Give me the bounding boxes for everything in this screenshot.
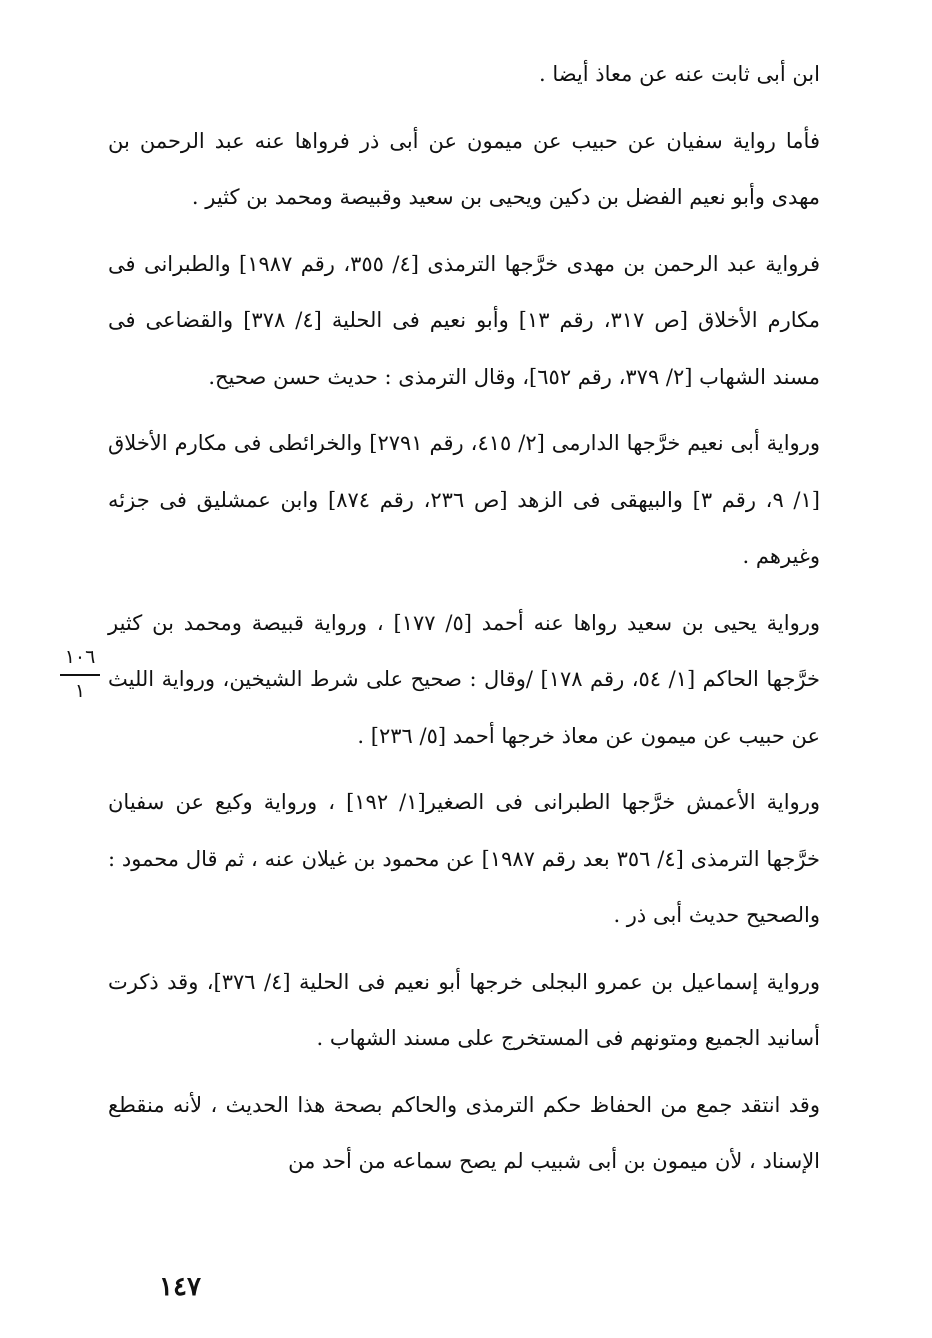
paragraph: ابن أبى ثابت عنه عن معاذ أيضا .	[538, 62, 820, 86]
manuscript-folio-marker	[58, 646, 102, 702]
paragraph: فأما رواية سفيان عن حبيب عن ميمون عن أبى ذر فرواها عنه عبد الرحمن بن مهدى وأبو نعيم الفضل بن دكين ويحيى بن سعيد وقبيصة ومحمد بن كثير .	[108, 128, 820, 209]
paragraph: وقد انتقد جمع من الحفاظ حكم الترمذى والحاكم بصحة هذا الحديث ، لأنه منقطع الإسناد ، لأن ميمون بن أبى شبيب لم يصح سماعه من أحد من	[108, 1092, 820, 1173]
page-number: ١٤٧	[159, 1272, 201, 1302]
paragraph: ورواية يحيى بن سعيد رواها عنه أحمد [٥/ ١٧٧] ، ورواية قبيصة ومحمد بن كثير خرَّجها الحاكم [١/ ٥٤، رقم ١٧٨] /وقال : صحيح على شرط الشيخين، ورواية الليث عن حبيب عن ميمون عن معاذ خرجها أحمد [٥/ ٢٣٦] .	[108, 610, 821, 748]
folio-number: ١٠٦	[64, 646, 96, 668]
folio-side: ١	[74, 680, 86, 702]
paragraph: ورواية إسماعيل بن عمرو البجلى خرجها أبو نعيم فى الحلية [٤/ ٣٧٦]، وقد ذكرت أسانيد الجميع ومتونهم فى المستخرج على مسند الشهاب .	[108, 969, 820, 1050]
paragraph: فرواية عبد الرحمن بن مهدى خرَّجها الترمذى [٤/ ٣٥٥، رقم ١٩٨٧] والطبرانى فى مكارم الأخلاق [ص ٣١٧، رقم ١٣] وأبو نعيم فى الحلية [٤/ ٣٧٨] والقضاعى فى مسند الشهاب [٢/ ٣٧٩، رقم ٦٥٢]، وقال الترمذى : حديث حسن صحيح.	[108, 251, 820, 389]
main-text-column	[108, 46, 820, 1190]
paragraph: ورواية الأعمش خرَّجها الطبرانى فى الصغير[١/ ١٩٢] ، ورواية وكيع عن سفيان خرَّجها الترمذى [٤/ ٣٥٦ بعد رقم ١٩٨٧] عن محمود بن غيلان عنه ، ثم قال محمود : والصحيح حديث أبى ذر .	[108, 790, 820, 927]
fraction-divider	[60, 674, 100, 676]
paragraph: ورواية أبى نعيم خرَّجها الدارمى [٢/ ٤١٥، رقم ٢٧٩١] والخرائطى فى مكارم الأخلاق [١/ ٩، رقم ٣] والبيهقى فى الزهد [ص ٢٣٦، رقم ٨٧٤] وابن عمشليق فى جزئه وغيرهم .	[108, 431, 820, 568]
